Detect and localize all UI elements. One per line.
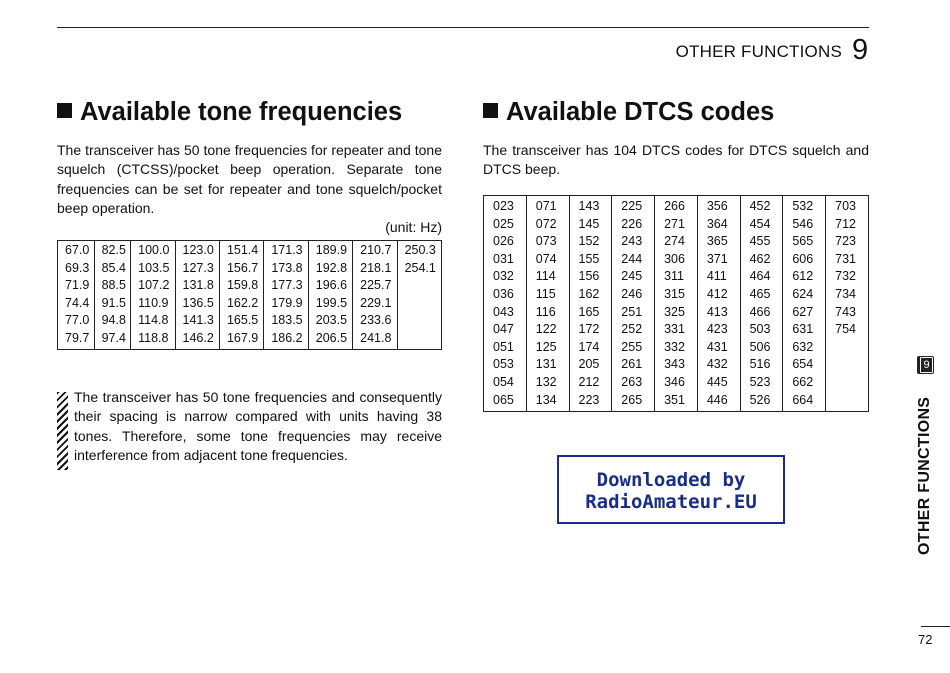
note-text: The transceiver has 50 tone frequencies and consequently their spacing is narrow compared with units having 38 tones. Therefore, some tone frequencies may receive interference from adjacent tone frequencies. (74, 389, 442, 464)
dtcs-cell: 023 (493, 199, 514, 213)
dtcs-cell: 454 (749, 216, 771, 231)
dtcs-cell: 356 (706, 199, 728, 213)
dtcs-cell: 132 (535, 374, 557, 389)
dtcs-cell: 114 (535, 269, 556, 284)
tone-column (264, 241, 308, 350)
dtcs-cell: 145 (578, 216, 600, 231)
dtcs-cell: 712 (835, 216, 856, 231)
tone-cell: 183.5 (271, 313, 303, 328)
dtcs-cell: 047 (493, 322, 514, 337)
tone-cell: 118.8 (138, 330, 169, 345)
dtcs-cell: 243 (621, 234, 643, 249)
dtcs-cell: 455 (749, 234, 771, 249)
tone-cell: 114.8 (138, 313, 169, 328)
dtcs-cell: 565 (792, 234, 814, 249)
dtcs-cell: 271 (664, 216, 685, 231)
dtcs-cell: 226 (621, 216, 643, 231)
dtcs-cell: 546 (792, 216, 814, 231)
tone-cell: 171.3 (271, 243, 303, 257)
dtcs-column (826, 196, 869, 412)
tone-paragraph: The transceiver has 50 tone frequencies for repeater and tone squelch (CTCSS)/pocket beep operation. Separate tone frequencies can be set for repeater and tone squelch/pocket beep operation. (57, 142, 442, 217)
tone-cell: 167.9 (226, 330, 259, 345)
dtcs-column (697, 196, 740, 412)
dtcs-cell: 412 (706, 286, 728, 301)
dtcs-cell: 225 (621, 199, 643, 213)
dtcs-cell: 074 (535, 251, 557, 266)
dtcs-cell: 274 (664, 234, 685, 249)
tone-cell: 88.5 (101, 278, 126, 293)
dtcs-cell: 606 (792, 251, 814, 266)
tone-cell: 206.5 (315, 330, 348, 345)
tone-column (353, 241, 397, 350)
dtcs-cell: 743 (835, 304, 856, 319)
dtcs-cell: 122 (535, 322, 557, 337)
dtcs-cell: 072 (535, 216, 557, 231)
dtcs-cell: 174 (578, 339, 600, 354)
dtcs-cell: 073 (535, 234, 557, 249)
tone-cell: 250.3 (404, 243, 436, 257)
side-tab-number: 9 (920, 357, 933, 373)
dtcs-cell: 251 (621, 304, 643, 319)
dtcs-cell: 043 (493, 304, 514, 319)
tone-cell: 162.2 (226, 295, 259, 310)
dtcs-cell: 343 (664, 357, 685, 372)
tone-cell: 97.4 (101, 330, 126, 345)
dtcs-cell: 351 (664, 392, 685, 407)
dtcs-cell: 255 (621, 339, 643, 354)
dtcs-heading-text: Available DTCS codes (506, 98, 775, 126)
dtcs-cell: 452 (749, 199, 771, 213)
tone-frequency-table (57, 240, 442, 350)
dtcs-cell: 731 (835, 251, 856, 266)
dtcs-cell: 125 (535, 339, 557, 354)
dtcs-cell: 261 (621, 357, 643, 372)
dtcs-cell: 331 (664, 322, 685, 337)
page-number-rule (921, 626, 950, 627)
dtcs-cell: 411 (706, 269, 727, 284)
tone-column (308, 241, 352, 350)
dtcs-cell: 031 (493, 251, 514, 266)
dtcs-cell: 371 (706, 251, 728, 266)
tone-cell: 82.5 (101, 243, 126, 257)
dtcs-cell: 632 (792, 339, 814, 354)
tone-cell: 110.9 (138, 295, 169, 310)
dtcs-cell: 734 (835, 286, 856, 301)
dtcs-cell: 036 (493, 286, 514, 301)
dtcs-cell: 252 (621, 322, 643, 337)
tone-column (94, 241, 131, 350)
dtcs-cell: 051 (493, 339, 514, 354)
stamp-line-2: RadioAmateur.EU (585, 491, 757, 513)
tone-column (397, 241, 441, 350)
dtcs-cell: 445 (706, 374, 728, 389)
dtcs-cell: 631 (792, 322, 814, 337)
dtcs-cell: 162 (578, 286, 600, 301)
tone-cell: 103.5 (138, 260, 170, 275)
dtcs-cell: 131 (535, 357, 557, 372)
tone-cell: 127.3 (182, 260, 214, 275)
tone-cell: 94.8 (101, 313, 126, 328)
dtcs-cell: 624 (792, 286, 814, 301)
dtcs-cell: 315 (664, 286, 685, 301)
square-bullet-icon (483, 103, 498, 118)
dtcs-cell: 026 (493, 234, 514, 249)
header-title: OTHER FUNCTIONS (675, 42, 842, 61)
tone-heading-text: Available tone frequencies (80, 98, 403, 126)
dtcs-cell: 025 (493, 216, 514, 231)
tone-cell: 74.4 (65, 295, 90, 310)
tone-cell: 141.3 (182, 313, 214, 328)
tone-cell: 179.9 (271, 295, 303, 310)
tone-cell: 186.2 (271, 330, 303, 345)
dtcs-cell: 245 (621, 269, 643, 284)
dtcs-cell: 155 (578, 251, 600, 266)
tone-cell: 203.5 (315, 313, 348, 328)
square-bullet-icon (57, 103, 72, 118)
dtcs-paragraph: The transceiver has 104 DTCS codes for DTCS squelch and DTCS beep. (483, 142, 869, 178)
tone-cell: 131.8 (182, 278, 214, 293)
dtcs-cell: 311 (664, 269, 684, 284)
tone-cell: 225.7 (360, 278, 392, 293)
tone-cell: 151.4 (226, 243, 259, 257)
tone-cell: 199.5 (315, 295, 348, 310)
dtcs-cell: 134 (535, 392, 557, 407)
dtcs-cell: 246 (621, 286, 643, 301)
dtcs-cell: 212 (578, 374, 600, 389)
tone-cell: 177.3 (271, 278, 303, 293)
dtcs-cell: 244 (621, 251, 643, 266)
dtcs-cell: 165 (578, 304, 600, 319)
dtcs-cell: 732 (835, 269, 856, 284)
side-tab-label: OTHER FUNCTIONS (916, 396, 933, 555)
dtcs-cell: 662 (792, 374, 814, 389)
tone-heading (57, 98, 402, 127)
dtcs-column (655, 196, 698, 412)
page-number: 72 (918, 632, 933, 647)
tone-cell: 192.8 (315, 260, 348, 275)
dtcs-cell: 464 (749, 269, 771, 284)
dtcs-cell: 032 (493, 269, 514, 284)
dtcs-column (783, 196, 826, 412)
tone-cell: 91.5 (101, 295, 126, 310)
dtcs-cell: 654 (792, 357, 814, 372)
dtcs-cell: 446 (706, 392, 728, 407)
dtcs-cell: 152 (578, 234, 600, 249)
dtcs-cell: 115 (535, 286, 556, 301)
tone-cell: 254.1 (404, 260, 436, 275)
tone-column (219, 241, 263, 350)
dtcs-cell: 263 (621, 374, 643, 389)
dtcs-cell: 612 (792, 269, 814, 284)
dtcs-cell: 413 (706, 304, 728, 319)
dtcs-column (569, 196, 612, 412)
dtcs-column (740, 196, 783, 412)
dtcs-cell: 423 (706, 322, 728, 337)
dtcs-column (612, 196, 655, 412)
dtcs-column (484, 196, 527, 412)
dtcs-cell: 223 (578, 392, 600, 407)
tone-cell: 218.1 (360, 260, 392, 275)
dtcs-cell: 205 (578, 357, 600, 372)
tone-cell: 241.8 (360, 330, 392, 345)
dtcs-cell: 265 (621, 392, 643, 407)
dtcs-cell: 432 (706, 357, 728, 372)
tone-cell: 71.9 (65, 278, 90, 293)
dtcs-cell: 053 (493, 357, 514, 372)
dtcs-cell: 065 (493, 392, 514, 407)
tone-cell: 69.3 (65, 260, 90, 275)
dtcs-cell: 431 (706, 339, 728, 354)
dtcs-cell: 503 (749, 322, 771, 337)
dtcs-cell: 346 (664, 374, 685, 389)
tone-cell: 159.8 (226, 278, 259, 293)
dtcs-cell: 364 (706, 216, 728, 231)
tone-cell: 196.6 (315, 278, 348, 293)
dtcs-column (526, 196, 569, 412)
download-stamp (557, 455, 785, 524)
tone-cell: 146.2 (182, 330, 214, 345)
dtcs-cell: 532 (792, 199, 814, 213)
tone-cell: 189.9 (315, 243, 348, 257)
dtcs-heading (483, 98, 774, 127)
dtcs-cell: 523 (749, 374, 771, 389)
tone-cell: 79.7 (65, 330, 90, 345)
dtcs-cell: 306 (664, 251, 685, 266)
stamp-line-1: Downloaded by (596, 469, 746, 491)
tone-cell: 156.7 (226, 260, 259, 275)
dtcs-cell: 116 (535, 304, 556, 319)
dtcs-cell: 516 (749, 357, 771, 372)
tone-cell: 173.8 (271, 260, 303, 275)
tone-cell: 67.0 (65, 243, 90, 257)
tone-cell: 123.0 (182, 243, 214, 257)
dtcs-cell: 332 (664, 339, 685, 354)
tone-cell: 107.2 (138, 278, 170, 293)
dtcs-cell: 506 (749, 339, 771, 354)
dtcs-code-table (483, 195, 869, 412)
tone-cell: 210.7 (360, 243, 392, 257)
tone-cell: 233.6 (360, 313, 392, 328)
dtcs-cell: 325 (664, 304, 685, 319)
dtcs-cell: 526 (749, 392, 771, 407)
tone-column (131, 241, 175, 350)
dtcs-cell: 723 (835, 234, 856, 249)
dtcs-cell: 703 (835, 199, 856, 213)
dtcs-cell: 172 (578, 322, 600, 337)
dtcs-cell: 266 (664, 199, 685, 213)
dtcs-cell: 054 (493, 374, 514, 389)
chapter-number: 9 (852, 34, 869, 66)
tone-column (175, 241, 219, 350)
side-tab-badge (917, 356, 934, 374)
tone-cell: 229.1 (360, 295, 392, 310)
unit-label: (unit: Hz) (385, 219, 442, 235)
tone-cell: 85.4 (101, 260, 126, 275)
tone-cell: 165.5 (226, 313, 259, 328)
dtcs-cell: 156 (578, 269, 600, 284)
dtcs-cell: 462 (749, 251, 771, 266)
dtcs-cell: 071 (535, 199, 557, 213)
tone-cell: 100.0 (138, 243, 170, 257)
tone-cell: 136.5 (182, 295, 214, 310)
dtcs-cell: 754 (835, 322, 856, 337)
top-rule (57, 27, 869, 28)
dtcs-cell: 465 (749, 286, 771, 301)
dtcs-cell: 143 (578, 199, 600, 213)
tone-cell: 77.0 (65, 313, 90, 328)
dtcs-cell: 664 (792, 392, 814, 407)
dtcs-cell: 365 (706, 234, 728, 249)
dtcs-cell: 627 (792, 304, 814, 319)
tone-column (58, 241, 95, 350)
note-hatch-icon (57, 392, 68, 470)
dtcs-cell: 466 (749, 304, 771, 319)
